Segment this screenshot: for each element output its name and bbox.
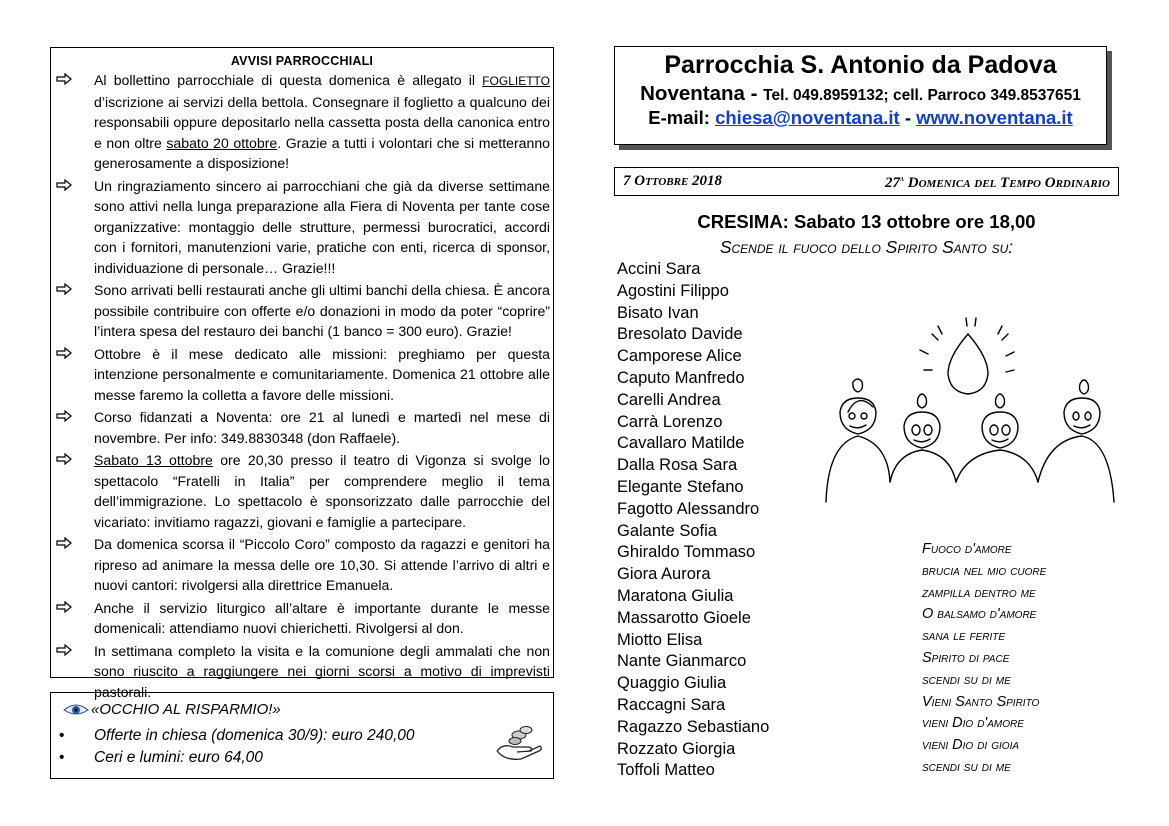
website-link[interactable]: www.noventana.it [916,107,1073,128]
foglietto-link[interactable]: FOGLIETTO [482,74,550,88]
confirmand-name: Rozzato Giorgia [617,739,736,758]
confirmand-name: Ragazzo Sebastiano [617,717,770,736]
avvisi-list [51,70,553,704]
date-bar [614,167,1119,196]
occhio-line [59,727,415,745]
poem-line: vieni Dio di gioia [922,737,1020,754]
occhio-title: «OCCHIO AL RISPARMIO!» [91,701,281,718]
phone-numbers: Tel. 049.8959132; cell. Parroco 349.8537651 [763,87,1081,104]
avvisi-item [51,176,553,279]
email-line [615,107,1106,129]
email-link[interactable]: chiesa@noventana.it [715,107,900,128]
town-name: Noventana - [640,82,764,105]
parish-header [614,46,1107,145]
arrow-right-icon [56,453,72,465]
eye-icon [63,703,89,717]
avvisi-item-text: ore 20,30 presso il teatro di Vigonza si svolge lo spettacolo “Fratelli in Italia” per comprendere meglio il tema dell’immigrazione. Lo spettacolo è sponsorizzato dalle parrocchie del vicariato: invitiamo ragazzi, giovani e famiglie a partecipare. [94,452,550,530]
confirmand-name: Maratona Giulia [617,586,734,605]
arrow-right-icon [56,347,72,359]
contact-line [615,82,1106,106]
email-label: E-mail: [648,107,716,128]
separator: - [899,107,917,128]
avvisi-item [51,70,553,174]
arrow-right-icon [56,644,72,656]
liturgical-sunday: 27$^a$ Domenica del Tempo Ordinario [885,173,1110,191]
poem-line: zampilla dentro me [922,584,1036,601]
poem-line: vieni Dio d'amore [922,715,1024,732]
avvisi-item-text: Un ringraziamento sincero ai parrocchiani che già da diverse settimane sono attivi nella lunga preparazione alla Fiera di Noventa per tante cose organizzative: montaggio delle strutture, permessi burocratici, accordi con i fornitori, manutenzioni varie, pratiche con enti, ricerca di sponsor, individuazione di personale… Grazie!!! [94,177,550,276]
poem [922,539,1046,779]
confirmand-name: Ghiraldo Tommaso [617,543,756,562]
confirmand-name: Galante Sofia [617,521,717,540]
confirmand-name: Fagotto Alessandro [617,499,760,518]
confirmand-name: Miotto Elisa [617,630,703,649]
confirmand-name: Giora Aurora [617,565,711,584]
avvisi-box [50,47,554,700]
avvisi-item [51,280,553,342]
ceri-text: Ceri e lumini: euro 64,00 [94,749,263,766]
arrow-right-icon [56,179,72,191]
avvisi-item-text: d’iscrizione ai servizi della bettola. Consegnare il foglietto a qualcuno dei responsabili oppure depositarlo nella cassetta posta della canonica entro e non oltre [94,93,550,151]
parish-name: Parrocchia S. Antonio da Padova [664,51,1057,79]
poem-line: Fuoco d'amore [922,541,1012,557]
avvisi-item-text: In settimana completo la visita e la comunione degli ammalati che non sono riuscito a raggiungere nei giorni scorsi a motivo di imprevisti pastorali. [94,642,550,700]
avvisi-underlined-date: sabato 20 ottobre [166,134,278,151]
confirmand-name: Agostini Filippo [617,281,729,300]
arrow-right-icon [56,601,72,613]
arrow-right-icon [56,73,72,85]
poem-line: Spirito di pace [922,649,1010,666]
poem-line: Vieni Santo Spirito [922,693,1040,710]
issue-date: 7 Ottobre 2018 [623,173,723,189]
arrow-right-icon [56,410,72,422]
avvisi-item-text: Sono arrivati belli restaurati anche gli ultimi banchi della chiesa. È ancora possibile contribuire con offerte e/o donazioni in modo da poter “coprire” l’intera spesa del restauro dei banchi (1 banco = 300 euro). Grazie! [94,282,550,339]
avvisi-item-text: Corso fidanzati a Noventa: ore 21 al lunedì e martedì nel mese di novembre. Per info: 349.8830348 (don Raffaele). [94,409,550,446]
confirmand-name: Cavallaro Matilde [617,434,745,453]
confirmand-name: Nante Gianmarco [617,652,747,671]
confirmand-name: Raccagni Sara [617,695,726,714]
confirmand-name: Dalla Rosa Sara [617,456,738,475]
confirmand-name: Carelli Andrea [617,390,721,409]
poem-line: scendi su di me [922,671,1011,688]
holy-spirit-flame-illustration [818,312,1118,512]
poem-line: scendi su di me [922,758,1011,775]
offerte-text: Offerte in chiesa (domenica 30/9): euro 240,00 [94,727,415,744]
confirmand-name: Toffoli Matteo [617,761,715,780]
confirmand-name: Carrà Lorenzo [617,412,723,431]
avvisi-item [51,598,553,639]
avvisi-item-text: Da domenica scorsa il “Piccolo Coro” composto da ragazzi e genitori ha ripreso ad animare la messa delle ore 10,30. Si attende l’arrivo di altri e nuovi cantori: rivolgersi alla direttrice Emanuela. [94,536,550,593]
confirmand-name: Elegante Stefano [617,477,744,496]
poem-line: sana le ferite [922,628,1006,645]
occhio-line [59,749,263,767]
confirmand-name: Bisato Ivan [617,303,699,322]
bullet: • [59,749,65,766]
avvisi-title: AVVISI PARROCCHIALI [230,54,374,68]
poem-line: O balsamo d'amore [922,606,1037,623]
avvisi-item-text: Ottobre è il mese dedicato alle missioni: preghiamo per questa intenzione personalmente e comunitariamente. Domenica 21 ottobre alle messe faremo la colletta a favore delle missioni. [94,345,550,403]
occhio-box [50,692,554,779]
avvisi-item-text: . Grazie a tutti i volontari che si metteranno generosamente a disposizione! [94,134,551,171]
avvisi-underlined-date: Sabato 13 ottobre [94,452,213,468]
bullet: • [59,727,65,744]
avvisi-item-text: Al bollettino parrocchiale di questa domenica è allegato il [94,72,483,88]
confirmand-name: Caputo Manfredo [617,368,745,387]
confirmand-name: Massarotto Gioele [617,608,751,627]
confirmands-list [617,259,769,782]
cresima-title: CRESIMA: Sabato 13 ottobre ore 18,00 [697,211,1036,232]
arrow-right-icon [56,283,72,295]
poem-line: brucia nel mio cuore [922,562,1047,579]
confirmand-name: Bresolato Davide [617,325,743,344]
avvisi-item [51,344,553,406]
cresima-subtitle: Scende il fuoco dello Spirito Santo su: [719,237,1014,257]
avvisi-item-text: Anche il servizio liturgico all’altare è importante durante le messe domenicali: attendiamo nuovi chierichetti. Rivolgersi al don. [94,599,550,636]
confirmand-name: Quaggio Giulia [617,674,727,693]
avvisi-item [51,450,553,532]
confirmand-name: Camporese Alice [617,347,742,366]
hands-offering-icon [493,721,545,767]
arrow-right-icon [56,537,72,549]
confirmand-name: Accini Sara [617,260,701,278]
avvisi-item [51,534,553,596]
avvisi-item [51,407,553,448]
